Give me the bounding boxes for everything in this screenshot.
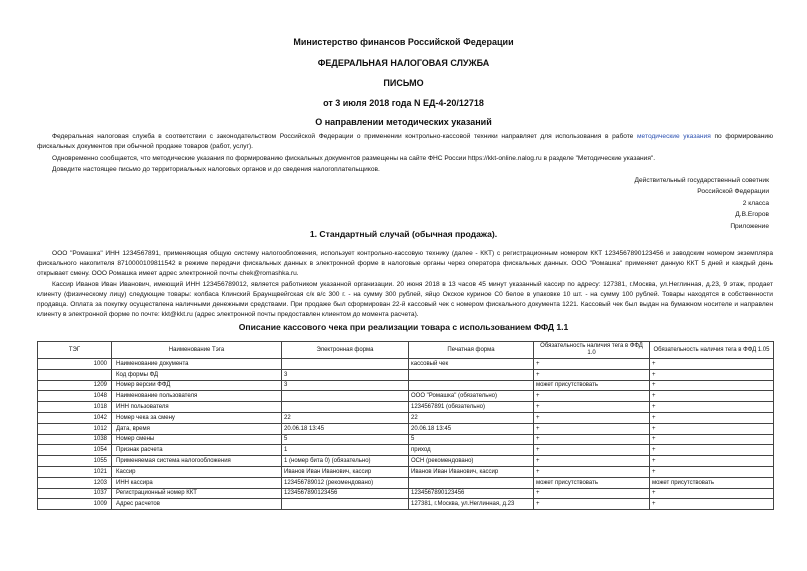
table-cell: ИНН пользователя [112, 402, 282, 413]
table-row [38, 466, 774, 477]
table-cell: кассовый чек [409, 359, 534, 370]
table-cell: Признак расчета [112, 445, 282, 456]
table-cell: 20.06.18 13:45 [409, 423, 534, 434]
table-cell: 1009 [38, 499, 112, 510]
table-cell: + [534, 359, 650, 370]
table-cell: Номер чека за смену [112, 412, 282, 423]
header-print-form: Печатная форма [409, 342, 534, 359]
signature-class: 2 класса [742, 199, 769, 207]
table-cell [38, 369, 112, 380]
table-row [38, 499, 774, 510]
table-cell: Регистрационный номер ККТ [112, 488, 282, 499]
table-cell: + [650, 391, 774, 402]
table-row [38, 445, 774, 456]
table-cell: + [650, 380, 774, 391]
table-cell: Адрес расчетов [112, 499, 282, 510]
attachment-label: Приложение [730, 222, 769, 230]
table-cell [409, 369, 534, 380]
table-cell: 1 (номер бита 0) (обязательно) [282, 456, 409, 467]
table-cell: + [650, 359, 774, 370]
header-ffd-1-0: Обязательность наличия тега в ФФД 1.0 [534, 342, 650, 359]
table-cell [409, 477, 534, 488]
table-cell: приход [409, 445, 534, 456]
signature-title-2: Российской Федерации [697, 188, 769, 196]
table-cell: 1203 [38, 477, 112, 488]
section-title: 1. Стандартный случай (обычная продажа). [309, 229, 498, 239]
table-cell: 1037 [38, 488, 112, 499]
table-row [38, 402, 774, 413]
intro-paragraph-3: Доведите настоящее письмо до территориальных налоговых органов и до сведения налогоплательщиков. [52, 166, 380, 173]
ministry-heading: Министерство финансов Российской Федерации [293, 37, 514, 47]
table-row [38, 391, 774, 402]
guidelines-link[interactable]: методические указания [637, 133, 711, 140]
table-cell: + [534, 499, 650, 510]
receipt-tags-table [37, 341, 774, 510]
table-cell: Иванов Иван Иванович, кассир [282, 466, 409, 477]
intro-paragraph-1: Федеральная налоговая служба в соответствии с законодательством Российской Федерации о применении контрольно-кассовой техники направляет для использования в работе методические указания по формированию фискальных документов при обычной продаже товаров (работ, услуг). [37, 133, 774, 150]
table-cell: 22 [282, 412, 409, 423]
table-cell: + [534, 456, 650, 467]
table-cell: + [650, 445, 774, 456]
table-row [38, 488, 774, 499]
table-row [38, 477, 774, 488]
table-cell: Номер смены [112, 434, 282, 445]
table-cell: 1018 [38, 402, 112, 413]
table-cell: Код формы ФД [112, 369, 282, 380]
table-cell: + [534, 445, 650, 456]
table-cell: может присутствовать [534, 477, 650, 488]
table-cell: + [534, 466, 650, 477]
table-cell: 22 [409, 412, 534, 423]
table-cell: + [650, 488, 774, 499]
document-date-number: от 3 июля 2018 года N ЕД-4-20/12718 [323, 98, 484, 108]
document-type: ПИСЬМО [383, 78, 424, 88]
table-cell: Применяемая система налогообложения [112, 456, 282, 467]
table-title: Описание кассового чека при реализации товара с использованием ФФД 1.1 [238, 322, 569, 332]
table-cell: + [650, 434, 774, 445]
table-row [38, 412, 774, 423]
table-cell: Дата, время [112, 423, 282, 434]
table-cell: Иванов Иван Иванович, кассир [409, 466, 534, 477]
table-cell: 1012 [38, 423, 112, 434]
table-cell: 1234567890123456 [409, 488, 534, 499]
table-cell: 1021 [38, 466, 112, 477]
table-cell: может присутствовать [534, 380, 650, 391]
table-cell: 1048 [38, 391, 112, 402]
table-cell: 20.06.18 13:45 [282, 423, 409, 434]
table-cell: + [650, 456, 774, 467]
signature-name: Д.В.Егоров [735, 211, 769, 219]
document-subject: О направлении методических указаний [315, 117, 492, 127]
signature-title: Действительный государственный советник [634, 177, 769, 184]
table-cell: 1000 [38, 359, 112, 370]
header-tag-name: Наименование Тэга [112, 342, 282, 359]
section-paragraph-1: ООО "Ромашка" ИНН 1234567891, применяющая общую систему налогообложения, использует контрольно-кассовую технику (далее - ККТ) с регистрационным номером ККТ 1234567890123456 и заводским номером экземпляра фискального накопителя 8710000109811542 в режиме передачи фискальных данных в электронной форме в налоговые органы через оператора фискальных данных. ООО "Ромашка" применяет данную ККТ 5 дней и каждый день открывает смену. ООО Ромашка имеет адрес электронной почты chek@romashka.ru. [37, 250, 773, 277]
table-cell: + [534, 391, 650, 402]
table-cell: + [650, 369, 774, 380]
intro-paragraph-2: Одновременно сообщается, что методические указания по формированию фискальных документов размещены на сайте ФНС России https://kkt-online.nalog.ru в разделе "Методические указания". [52, 155, 656, 162]
table-cell: 1 [282, 445, 409, 456]
table-header-row [38, 342, 774, 359]
table-cell: 3 [282, 380, 409, 391]
table-cell: 1234567891 (обязательно) [409, 402, 534, 413]
table-row [38, 380, 774, 391]
table-cell [282, 402, 409, 413]
table-cell: ИНН кассира [112, 477, 282, 488]
table-cell: 3 [282, 369, 409, 380]
table-row [38, 369, 774, 380]
table-cell: Наименование документа [112, 359, 282, 370]
table-cell: + [534, 412, 650, 423]
table-cell: 5 [282, 434, 409, 445]
signature-block [569, 175, 769, 232]
header-tag: ТЭГ [38, 342, 112, 359]
table-cell: + [534, 369, 650, 380]
table-cell: ООО "Ромашка" (обязательно) [409, 391, 534, 402]
table-cell: 1055 [38, 456, 112, 467]
table-cell: + [650, 423, 774, 434]
table-row [38, 359, 774, 370]
table-cell: 123456789012 (рекомендовано) [282, 477, 409, 488]
table-row [38, 434, 774, 445]
service-heading: ФЕДЕРАЛЬНАЯ НАЛОГОВАЯ СЛУЖБА [317, 58, 490, 68]
table-cell: Кассир [112, 466, 282, 477]
table-cell: ОСН (рекомендовано) [409, 456, 534, 467]
table-cell: Наименование пользователя [112, 391, 282, 402]
table-cell: + [650, 402, 774, 413]
table-cell: 1234567890123456 [282, 488, 409, 499]
table-cell [282, 499, 409, 510]
table-cell: + [534, 434, 650, 445]
table-cell: + [650, 499, 774, 510]
table-cell: + [650, 412, 774, 423]
table-cell: + [534, 488, 650, 499]
table-cell [282, 391, 409, 402]
table-cell: 1038 [38, 434, 112, 445]
table-cell: 127381, г.Москва, ул.Неглинная, д.23 [409, 499, 534, 510]
table-cell [282, 359, 409, 370]
table-row [38, 423, 774, 434]
table-row [38, 456, 774, 467]
table-cell: Номер версии ФФД [112, 380, 282, 391]
table-cell: 1054 [38, 445, 112, 456]
table-cell: + [650, 466, 774, 477]
table-cell [409, 380, 534, 391]
header-electronic-form: Электронная форма [282, 342, 409, 359]
table-cell: 5 [409, 434, 534, 445]
table-cell: может присутствовать [650, 477, 774, 488]
table-cell: + [534, 402, 650, 413]
section-paragraph-2: Кассир Иванов Иван Иванович, имеющий ИНН 123456789012, является работником указанной организации. 20 июня 2018 в 13 часов 45 минут указанный кассир по адресу: 127381, г.Москва, ул.Неглинная, д.23, 9 этаж, продает клиенту (физическому лицу) следующие товары: колбаса Клинский Браунщвейгская с/к в/с 300 г. - на сумму 300 рублей, яйцо Окское куриное С0 белое в упаковке 10 шт. - на сумму 100 рублей. Товары находятся в собственности продавца. Оплата за покупку осуществлена наличными денежными средствами. При продаже был сформирован 22-й кассовый чек с номером фискального документа 1221. Кассовый чек был выдан на бумажном носителе и направлен клиенту в электронной форме по почте: kkt@kkt.ru (адрес электронной почты предоставлен клиентом до момента расчета). [37, 281, 773, 318]
table-cell: + [534, 423, 650, 434]
table-cell: 1209 [38, 380, 112, 391]
header-ffd-1-05: Обязательность наличия тега в ФФД 1.05 [650, 342, 774, 359]
table-cell: 1042 [38, 412, 112, 423]
